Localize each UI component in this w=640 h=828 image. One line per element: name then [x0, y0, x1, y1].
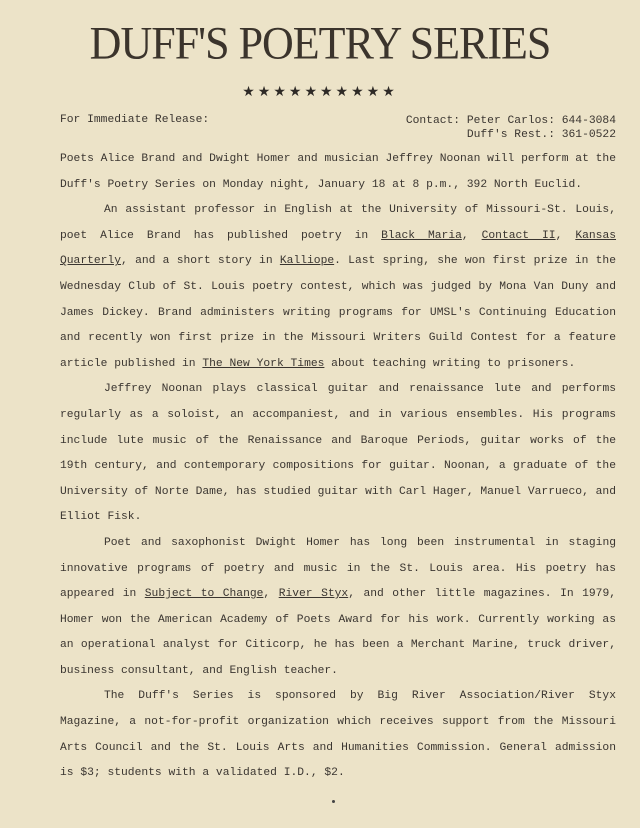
page-title: DUFF'S POETRY SERIES	[89, 17, 551, 70]
paper-mark	[332, 800, 335, 803]
publication-title: Kansas Quarterly	[60, 229, 617, 268]
paragraph-2	[60, 198, 616, 377]
p2-text-b: , and a short story in	[121, 255, 280, 268]
publication-title: The New York Times	[202, 357, 325, 370]
publication-title: River Styx	[278, 588, 349, 601]
separator: ,	[461, 229, 482, 242]
separator: ,	[555, 229, 576, 242]
press-release-body	[60, 147, 616, 787]
contact-line-2: Duff's Rest.: 361-0522	[466, 129, 616, 141]
star-divider: ★★★★★★★★★★	[242, 84, 398, 100]
p4-text-b: , and other little magazines. In 1979, Homer won the American Academy of Poets Award for his work. Currently working as an operational analyst for Citicorp, he has been a Merchant Marine, truck driver, business consultant, and English teacher.	[60, 588, 617, 677]
paragraph-3: Jeffrey Noonan plays classical guitar and renaissance lute and performs regularly as a soloist, an accompaniest, and in various ensembles. His programs include lute music of the Renaissance and Baroque Periods, guitar works of the 19th century, and contemporary compositions for guitar. Noonan, a graduate of the University of Norte Dame, has studied guitar with Carl Hager, Manuel Varrueco, and Elliot Fisk.	[60, 383, 616, 524]
publication-title: Contact II	[481, 229, 556, 242]
paragraph-4	[60, 531, 616, 685]
release-label: For Immediate Release:	[60, 114, 210, 126]
contact-block	[406, 114, 616, 142]
separator: ,	[263, 588, 279, 601]
p2-text-c: . Last spring, she won first prize in the Wednesday Club of St. Louis poetry contest, which was judged by Mona Van Duny and James Dickey. Brand administers writing programs for UMSL's Continuing Education and recently won first prize in the Missouri Writers Guild Contest for a feature article published in	[60, 255, 616, 370]
publication-title: Black Maria	[381, 229, 462, 242]
publication-title: Kalliope	[279, 255, 335, 268]
publication-title: Subject to Change	[144, 588, 264, 601]
paragraph-1: Poets Alice Brand and Dwight Homer and musician Jeffrey Noonan will perform at the Duff's Poetry Series on Monday night, January 18 at 8 p.m., 392 North Euclid.	[60, 153, 616, 191]
paragraph-5: The Duff's Series is sponsored by Big River Association/River Styx Magazine, a not-for-profit organization which receives support from the Missouri Arts Council and the St. Louis Arts and Humanities Commission. General admission is $3; students with a validated I.D., $2.	[60, 690, 616, 780]
p2-text-d: about teaching writing to prisoners.	[324, 357, 576, 370]
p4-text-a: Poet and saxophonist Dwight Homer has long been instrumental in staging innovative programs of poetry and music in the St. Louis area. His poetry has appeared in	[60, 536, 616, 601]
p2-text-a: An assistant professor in English at the University of Missouri-St. Louis, poet Alice Brand has published poetry in	[60, 204, 616, 242]
contact-line-1: Contact: Peter Carlos: 644-3084	[405, 115, 616, 127]
